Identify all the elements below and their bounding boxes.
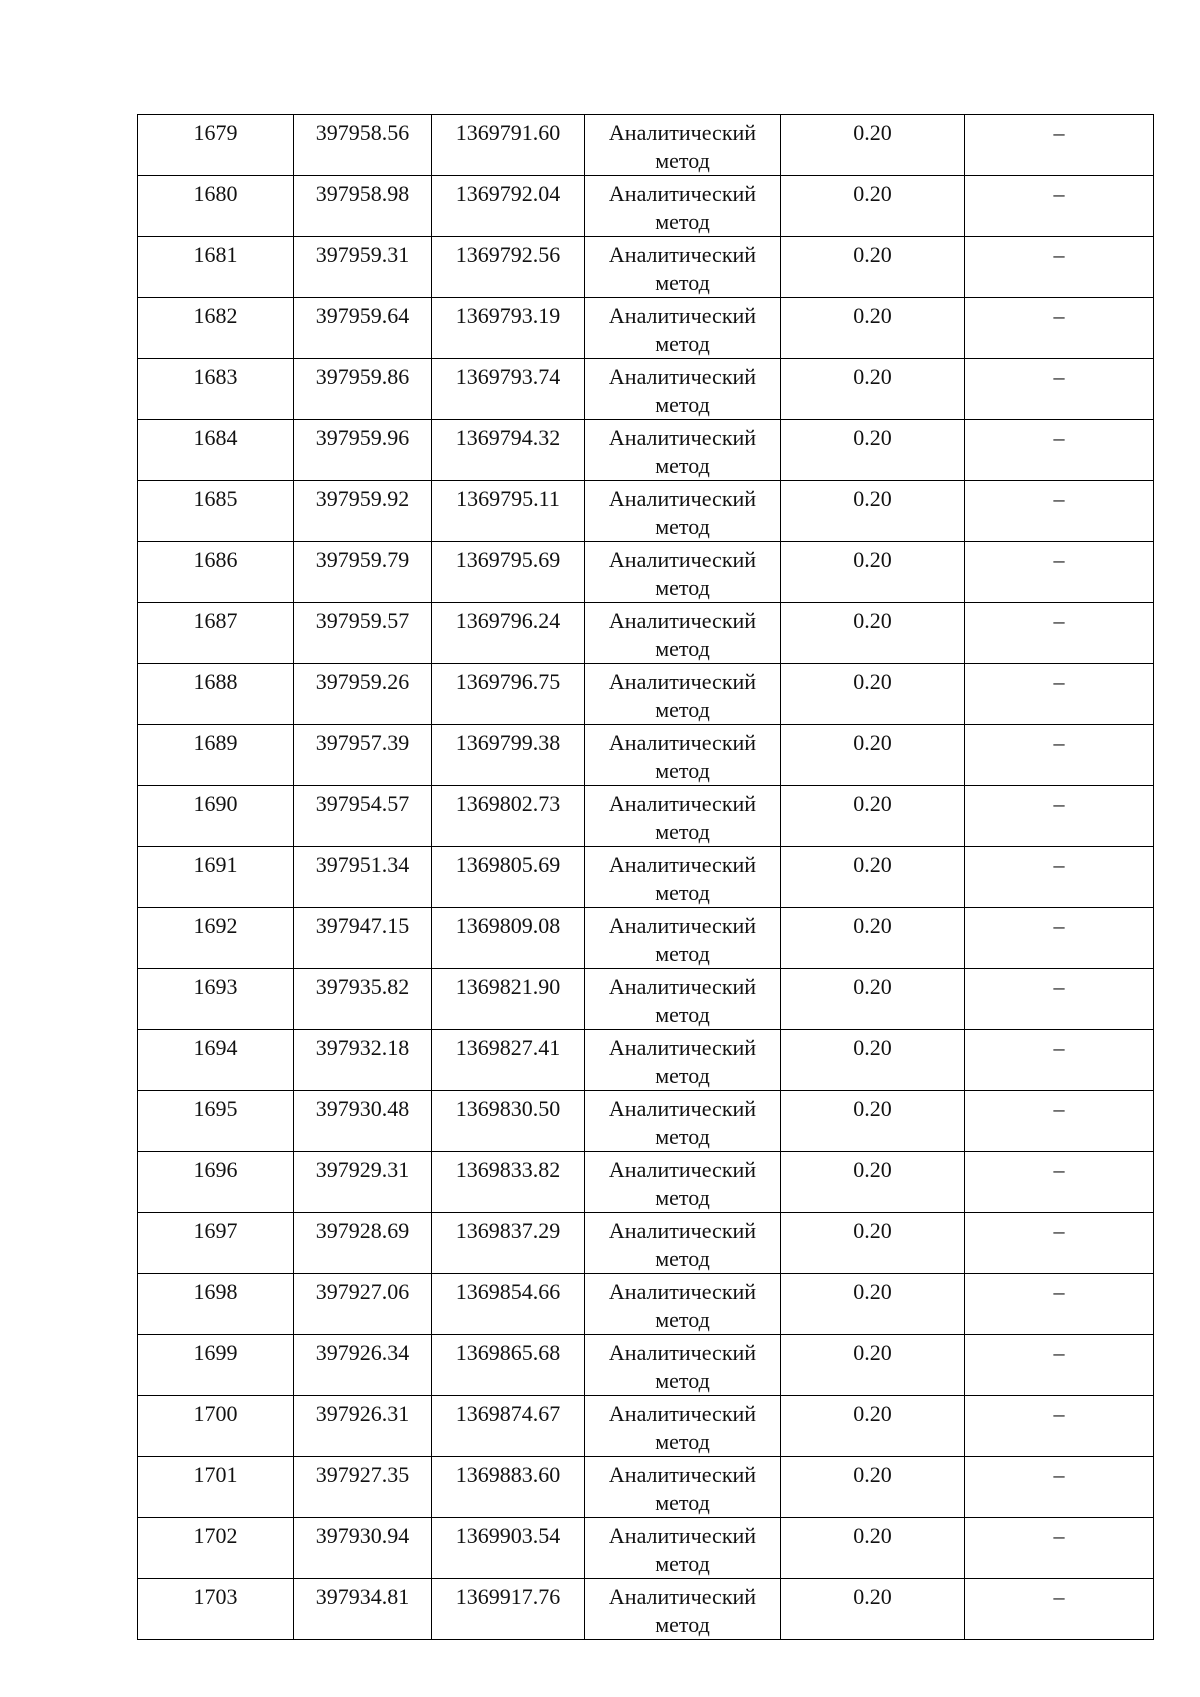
accuracy-cell: 0.20	[781, 542, 965, 603]
accuracy-cell: 0.20	[781, 603, 965, 664]
x-coordinate-cell: 397930.48	[294, 1091, 432, 1152]
point-number-cell: 1692	[138, 908, 294, 969]
point-number-cell: 1695	[138, 1091, 294, 1152]
method-text: Аналитический метод	[608, 852, 757, 905]
method-text: Аналитический метод	[608, 547, 757, 600]
y-coordinate-cell: 1369802.73	[432, 786, 585, 847]
table-row	[138, 237, 1154, 298]
method-text: Аналитический метод	[608, 181, 757, 234]
note-cell: –	[965, 1396, 1154, 1457]
y-coordinate-cell: 1369809.08	[432, 908, 585, 969]
point-number-cell: 1691	[138, 847, 294, 908]
method-text: Аналитический метод	[608, 303, 757, 356]
accuracy-cell: 0.20	[781, 1274, 965, 1335]
method-cell	[585, 359, 781, 420]
x-coordinate-cell: 397959.86	[294, 359, 432, 420]
coordinates-table-body	[138, 115, 1154, 1640]
method-cell	[585, 1213, 781, 1274]
y-coordinate-cell: 1369793.74	[432, 359, 585, 420]
table-row	[138, 1213, 1154, 1274]
note-cell: –	[965, 1579, 1154, 1640]
y-coordinate-cell: 1369830.50	[432, 1091, 585, 1152]
accuracy-cell: 0.20	[781, 176, 965, 237]
table-row	[138, 1152, 1154, 1213]
method-cell	[585, 969, 781, 1030]
x-coordinate-cell: 397959.96	[294, 420, 432, 481]
method-cell	[585, 115, 781, 176]
point-number-cell: 1694	[138, 1030, 294, 1091]
accuracy-cell: 0.20	[781, 1091, 965, 1152]
note-cell: –	[965, 786, 1154, 847]
point-number-cell: 1684	[138, 420, 294, 481]
accuracy-cell: 0.20	[781, 237, 965, 298]
table-row	[138, 1030, 1154, 1091]
method-text: Аналитический метод	[608, 730, 757, 783]
table-row	[138, 664, 1154, 725]
note-cell: –	[965, 1091, 1154, 1152]
note-cell: –	[965, 725, 1154, 786]
point-number-cell: 1696	[138, 1152, 294, 1213]
point-number-cell: 1703	[138, 1579, 294, 1640]
accuracy-cell: 0.20	[781, 786, 965, 847]
note-cell: –	[965, 176, 1154, 237]
note-cell: –	[965, 969, 1154, 1030]
y-coordinate-cell: 1369821.90	[432, 969, 585, 1030]
point-number-cell: 1683	[138, 359, 294, 420]
method-cell	[585, 420, 781, 481]
method-text: Аналитический метод	[608, 1401, 757, 1454]
note-cell: –	[965, 359, 1154, 420]
note-cell: –	[965, 1335, 1154, 1396]
table-row	[138, 908, 1154, 969]
point-number-cell: 1699	[138, 1335, 294, 1396]
point-number-cell: 1698	[138, 1274, 294, 1335]
point-number-cell: 1687	[138, 603, 294, 664]
table-row	[138, 1091, 1154, 1152]
method-text: Аналитический метод	[608, 1584, 757, 1637]
table-row	[138, 115, 1154, 176]
point-number-cell: 1700	[138, 1396, 294, 1457]
method-text: Аналитический метод	[608, 242, 757, 295]
y-coordinate-cell: 1369796.75	[432, 664, 585, 725]
point-number-cell: 1685	[138, 481, 294, 542]
table-row	[138, 420, 1154, 481]
x-coordinate-cell: 397958.98	[294, 176, 432, 237]
accuracy-cell: 0.20	[781, 847, 965, 908]
note-cell: –	[965, 1030, 1154, 1091]
table-row	[138, 298, 1154, 359]
accuracy-cell: 0.20	[781, 1213, 965, 1274]
method-cell	[585, 1396, 781, 1457]
table-row	[138, 969, 1154, 1030]
table-row	[138, 481, 1154, 542]
accuracy-cell: 0.20	[781, 298, 965, 359]
method-cell	[585, 481, 781, 542]
accuracy-cell: 0.20	[781, 969, 965, 1030]
y-coordinate-cell: 1369833.82	[432, 1152, 585, 1213]
method-text: Аналитический метод	[608, 791, 757, 844]
x-coordinate-cell: 397958.56	[294, 115, 432, 176]
method-cell	[585, 1518, 781, 1579]
method-text: Аналитический метод	[608, 1035, 757, 1088]
method-cell	[585, 1335, 781, 1396]
table-row	[138, 1396, 1154, 1457]
y-coordinate-cell: 1369795.11	[432, 481, 585, 542]
note-cell: –	[965, 420, 1154, 481]
y-coordinate-cell: 1369799.38	[432, 725, 585, 786]
x-coordinate-cell: 397959.26	[294, 664, 432, 725]
y-coordinate-cell: 1369883.60	[432, 1457, 585, 1518]
note-cell: –	[965, 1152, 1154, 1213]
x-coordinate-cell: 397928.69	[294, 1213, 432, 1274]
table-row	[138, 786, 1154, 847]
x-coordinate-cell: 397959.31	[294, 237, 432, 298]
method-cell	[585, 237, 781, 298]
point-number-cell: 1690	[138, 786, 294, 847]
method-cell	[585, 847, 781, 908]
method-cell	[585, 1091, 781, 1152]
method-text: Аналитический метод	[608, 1279, 757, 1332]
y-coordinate-cell: 1369792.04	[432, 176, 585, 237]
method-text: Аналитический метод	[608, 1462, 757, 1515]
method-text: Аналитический метод	[608, 1523, 757, 1576]
point-number-cell: 1682	[138, 298, 294, 359]
method-cell	[585, 603, 781, 664]
y-coordinate-cell: 1369805.69	[432, 847, 585, 908]
note-cell: –	[965, 664, 1154, 725]
accuracy-cell: 0.20	[781, 1457, 965, 1518]
accuracy-cell: 0.20	[781, 1518, 965, 1579]
point-number-cell: 1686	[138, 542, 294, 603]
x-coordinate-cell: 397951.34	[294, 847, 432, 908]
method-text: Аналитический метод	[608, 974, 757, 1027]
note-cell: –	[965, 603, 1154, 664]
point-number-cell: 1702	[138, 1518, 294, 1579]
point-number-cell: 1689	[138, 725, 294, 786]
table-row	[138, 603, 1154, 664]
accuracy-cell: 0.20	[781, 1030, 965, 1091]
y-coordinate-cell: 1369865.68	[432, 1335, 585, 1396]
method-cell	[585, 176, 781, 237]
table-row	[138, 847, 1154, 908]
note-cell: –	[965, 1518, 1154, 1579]
accuracy-cell: 0.20	[781, 359, 965, 420]
point-number-cell: 1688	[138, 664, 294, 725]
x-coordinate-cell: 397927.06	[294, 1274, 432, 1335]
y-coordinate-cell: 1369827.41	[432, 1030, 585, 1091]
method-cell	[585, 1579, 781, 1640]
note-cell: –	[965, 542, 1154, 603]
table-row	[138, 725, 1154, 786]
table-row	[138, 1335, 1154, 1396]
x-coordinate-cell: 397932.18	[294, 1030, 432, 1091]
note-cell: –	[965, 298, 1154, 359]
y-coordinate-cell: 1369903.54	[432, 1518, 585, 1579]
method-cell	[585, 1030, 781, 1091]
y-coordinate-cell: 1369837.29	[432, 1213, 585, 1274]
y-coordinate-cell: 1369791.60	[432, 115, 585, 176]
accuracy-cell: 0.20	[781, 1396, 965, 1457]
table-row	[138, 1274, 1154, 1335]
table-row	[138, 1579, 1154, 1640]
y-coordinate-cell: 1369792.56	[432, 237, 585, 298]
method-text: Аналитический метод	[608, 425, 757, 478]
note-cell: –	[965, 1213, 1154, 1274]
x-coordinate-cell: 397934.81	[294, 1579, 432, 1640]
x-coordinate-cell: 397926.34	[294, 1335, 432, 1396]
table-row	[138, 542, 1154, 603]
note-cell: –	[965, 481, 1154, 542]
point-number-cell: 1701	[138, 1457, 294, 1518]
accuracy-cell: 0.20	[781, 725, 965, 786]
x-coordinate-cell: 397959.64	[294, 298, 432, 359]
note-cell: –	[965, 847, 1154, 908]
point-number-cell: 1679	[138, 115, 294, 176]
accuracy-cell: 0.20	[781, 908, 965, 969]
method-cell	[585, 664, 781, 725]
point-number-cell: 1680	[138, 176, 294, 237]
y-coordinate-cell: 1369854.66	[432, 1274, 585, 1335]
method-text: Аналитический метод	[608, 1157, 757, 1210]
accuracy-cell: 0.20	[781, 420, 965, 481]
method-cell	[585, 1152, 781, 1213]
method-text: Аналитический метод	[608, 1218, 757, 1271]
x-coordinate-cell: 397935.82	[294, 969, 432, 1030]
accuracy-cell: 0.20	[781, 1579, 965, 1640]
note-cell: –	[965, 1457, 1154, 1518]
x-coordinate-cell: 397930.94	[294, 1518, 432, 1579]
method-text: Аналитический метод	[608, 1096, 757, 1149]
accuracy-cell: 0.20	[781, 1152, 965, 1213]
x-coordinate-cell: 397957.39	[294, 725, 432, 786]
coordinates-table	[137, 114, 1154, 1640]
note-cell: –	[965, 908, 1154, 969]
table-row	[138, 359, 1154, 420]
x-coordinate-cell: 397959.79	[294, 542, 432, 603]
x-coordinate-cell: 397959.92	[294, 481, 432, 542]
x-coordinate-cell: 397929.31	[294, 1152, 432, 1213]
x-coordinate-cell: 397926.31	[294, 1396, 432, 1457]
y-coordinate-cell: 1369874.67	[432, 1396, 585, 1457]
note-cell: –	[965, 115, 1154, 176]
method-cell	[585, 1457, 781, 1518]
point-number-cell: 1681	[138, 237, 294, 298]
method-text: Аналитический метод	[608, 669, 757, 722]
method-text: Аналитический метод	[608, 913, 757, 966]
point-number-cell: 1697	[138, 1213, 294, 1274]
accuracy-cell: 0.20	[781, 1335, 965, 1396]
method-text: Аналитический метод	[608, 608, 757, 661]
table-row	[138, 176, 1154, 237]
x-coordinate-cell: 397959.57	[294, 603, 432, 664]
note-cell: –	[965, 237, 1154, 298]
x-coordinate-cell: 397954.57	[294, 786, 432, 847]
table-row	[138, 1457, 1154, 1518]
method-text: Аналитический метод	[608, 120, 757, 173]
method-cell	[585, 298, 781, 359]
y-coordinate-cell: 1369795.69	[432, 542, 585, 603]
method-text: Аналитический метод	[608, 1340, 757, 1393]
method-cell	[585, 786, 781, 847]
method-text: Аналитический метод	[608, 486, 757, 539]
method-cell	[585, 1274, 781, 1335]
method-text: Аналитический метод	[608, 364, 757, 417]
x-coordinate-cell: 397947.15	[294, 908, 432, 969]
y-coordinate-cell: 1369796.24	[432, 603, 585, 664]
accuracy-cell: 0.20	[781, 115, 965, 176]
y-coordinate-cell: 1369917.76	[432, 1579, 585, 1640]
method-cell	[585, 908, 781, 969]
note-cell: –	[965, 1274, 1154, 1335]
method-cell	[585, 725, 781, 786]
accuracy-cell: 0.20	[781, 481, 965, 542]
y-coordinate-cell: 1369793.19	[432, 298, 585, 359]
point-number-cell: 1693	[138, 969, 294, 1030]
y-coordinate-cell: 1369794.32	[432, 420, 585, 481]
table-row	[138, 1518, 1154, 1579]
x-coordinate-cell: 397927.35	[294, 1457, 432, 1518]
method-cell	[585, 542, 781, 603]
accuracy-cell: 0.20	[781, 664, 965, 725]
